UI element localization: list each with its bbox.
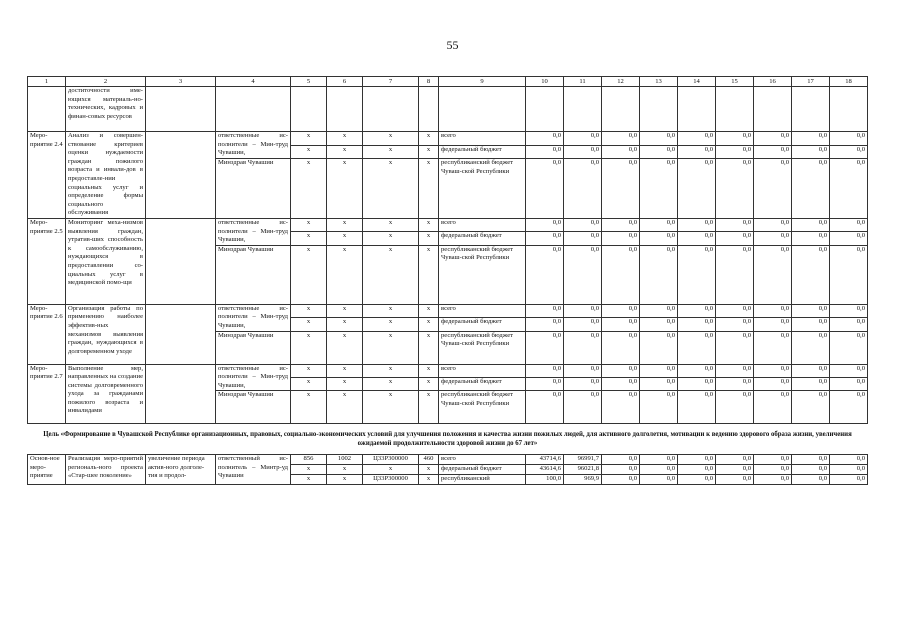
funding-value: 0,0 xyxy=(754,318,792,331)
funding-source: федеральный бюджет xyxy=(439,465,526,475)
code-placeholder: x xyxy=(291,304,327,317)
funding-value: 0,0 xyxy=(792,304,830,317)
funding-value: 0,0 xyxy=(602,304,640,317)
funding-value: 0,0 xyxy=(526,364,564,377)
funding-value: 0,0 xyxy=(716,318,754,331)
funding-value: 0,0 xyxy=(754,475,792,485)
responsible-executors: ответственные ис-полнители – Мин-труд Чувашии, xyxy=(216,364,291,391)
funding-value: 0,0 xyxy=(640,455,678,465)
funding-value: 0,0 xyxy=(716,132,754,146)
funding-value: 43714,6 xyxy=(526,455,564,465)
event-label: Меро-приятие 2.5 xyxy=(28,218,66,304)
funding-value: 0,0 xyxy=(602,132,640,146)
funding-value: 0,0 xyxy=(716,232,754,245)
funding-value: 0,0 xyxy=(716,145,754,159)
responsible-executors: ответственные ис-полнители – Мин-труд Чувашии, xyxy=(216,132,291,159)
funding-value: 0,0 xyxy=(640,304,678,317)
funding-value: 0,0 xyxy=(792,145,830,159)
funding-value: 0,0 xyxy=(678,159,716,219)
funding-value: 0,0 xyxy=(564,391,602,424)
empty-cell xyxy=(146,218,216,304)
funding-value: 0,0 xyxy=(564,245,602,304)
code-placeholder: x xyxy=(419,331,439,364)
funding-value: 0,0 xyxy=(830,304,868,317)
funding-value: 0,0 xyxy=(564,232,602,245)
responsible-executors: Минздрав Чувашии xyxy=(216,331,291,364)
funding-value: 0,0 xyxy=(678,475,716,485)
code-cell: 1002 xyxy=(327,455,363,465)
funding-source: всего xyxy=(439,218,526,231)
funding-value: 0,0 xyxy=(792,475,830,485)
funding-value: 0,0 xyxy=(754,364,792,377)
funding-value: 0,0 xyxy=(830,232,868,245)
code-cell: x xyxy=(363,465,419,475)
code-placeholder: x xyxy=(327,304,363,317)
funding-value: 0,0 xyxy=(526,245,564,304)
code-cell: x xyxy=(419,475,439,485)
code-cell: x xyxy=(291,465,327,475)
funding-value: 0,0 xyxy=(830,364,868,377)
funding-source: федеральный бюджет xyxy=(439,145,526,159)
code-placeholder: x xyxy=(363,145,419,159)
code-placeholder: x xyxy=(291,331,327,364)
code-placeholder: x xyxy=(327,377,363,390)
funding-value: 0,0 xyxy=(830,391,868,424)
column-number: 1 xyxy=(28,77,66,87)
continuation-row xyxy=(28,87,868,132)
funding-value: 0,0 xyxy=(830,318,868,331)
responsible-executor: ответственный ис-полнитель – Минтр-уд Чувашии xyxy=(216,455,291,485)
column-number: 10 xyxy=(526,77,564,87)
code-cell: 856 xyxy=(291,455,327,465)
funding-value: 0,0 xyxy=(526,132,564,146)
funding-value: 0,0 xyxy=(716,364,754,377)
funding-value: 0,0 xyxy=(754,232,792,245)
funding-value: 0,0 xyxy=(602,364,640,377)
code-placeholder: x xyxy=(291,391,327,424)
funding-value: 0,0 xyxy=(526,377,564,390)
funding-value: 0,0 xyxy=(716,377,754,390)
funding-source: всего xyxy=(439,304,526,317)
code-placeholder: x xyxy=(419,364,439,377)
column-number: 8 xyxy=(419,77,439,87)
code-placeholder: x xyxy=(419,132,439,146)
funding-value: 0,0 xyxy=(526,391,564,424)
funding-value: 0,0 xyxy=(792,364,830,377)
code-placeholder: x xyxy=(419,245,439,304)
funding-source: республиканский бюджет Чуваш-ской Республики xyxy=(439,331,526,364)
funding-value: 0,0 xyxy=(830,465,868,475)
funding-value: 100,0 xyxy=(526,475,564,485)
empty-cell xyxy=(146,304,216,364)
funding-value: 0,0 xyxy=(602,391,640,424)
code-cell: x xyxy=(291,475,327,485)
funding-value: 43614,6 xyxy=(526,465,564,475)
responsible-executors: Минздрав Чувашии xyxy=(216,159,291,219)
code-placeholder: x xyxy=(327,245,363,304)
funding-value: 0,0 xyxy=(640,465,678,475)
code-cell: x xyxy=(419,465,439,475)
funding-value: 0,0 xyxy=(754,145,792,159)
funding-value: 0,0 xyxy=(678,318,716,331)
funding-value: 0,0 xyxy=(792,245,830,304)
funding-value: 0,0 xyxy=(678,364,716,377)
funding-value: 0,0 xyxy=(792,318,830,331)
funding-value: 0,0 xyxy=(754,331,792,364)
column-number: 7 xyxy=(363,77,419,87)
funding-value: 0,0 xyxy=(640,364,678,377)
funding-value: 0,0 xyxy=(792,377,830,390)
code-placeholder: x xyxy=(363,232,419,245)
column-number: 6 xyxy=(327,77,363,87)
funding-value: 0,0 xyxy=(564,318,602,331)
funding-value: 0,0 xyxy=(754,465,792,475)
funding-value: 0,0 xyxy=(640,159,678,219)
funding-value: 96021,8 xyxy=(564,465,602,475)
funding-value: 0,0 xyxy=(564,377,602,390)
funding-source: всего xyxy=(439,364,526,377)
responsible-executors: Минздрав Чувашии xyxy=(216,245,291,304)
funding-value: 0,0 xyxy=(564,331,602,364)
funding-value: 0,0 xyxy=(792,132,830,146)
funding-value: 0,0 xyxy=(792,465,830,475)
event-description: Мониторинг меха-низмов выявления граждан, утратив-ших способность к самообслуживанию, нуждающихся в предоставлении со-циальных услуг в медицинской помо-щи xyxy=(66,218,146,304)
funding-value: 0,0 xyxy=(602,245,640,304)
funding-value: 0,0 xyxy=(602,475,640,485)
code-placeholder: x xyxy=(363,159,419,219)
table-row xyxy=(28,132,868,146)
code-placeholder: x xyxy=(291,245,327,304)
funding-source: республиканский xyxy=(439,475,526,485)
code-placeholder: x xyxy=(327,232,363,245)
funding-value: 0,0 xyxy=(640,318,678,331)
column-number: 3 xyxy=(146,77,216,87)
event-label: Меро-приятие 2.4 xyxy=(28,132,66,219)
program-table xyxy=(27,76,868,485)
funding-value: 0,0 xyxy=(640,232,678,245)
funding-value: 0,0 xyxy=(678,304,716,317)
column-number: 4 xyxy=(216,77,291,87)
code-placeholder: x xyxy=(419,218,439,231)
main-event-description: Реализация меро-приятий региональ-ного проекта «Стар-шее поколение» xyxy=(66,455,146,485)
code-cell: Ц33Р300000 xyxy=(363,475,419,485)
funding-value: 0,0 xyxy=(602,377,640,390)
funding-value: 0,0 xyxy=(830,245,868,304)
event-description: Выполнение мер, направленных на создание системы долговременного ухода за гражданами пожилого возраста и инвалидами xyxy=(66,364,146,424)
code-cell: x xyxy=(327,475,363,485)
code-placeholder: x xyxy=(419,145,439,159)
funding-value: 0,0 xyxy=(526,145,564,159)
code-cell: Ц33Р300000 xyxy=(363,455,419,465)
funding-value: 0,0 xyxy=(754,455,792,465)
funding-value: 0,0 xyxy=(640,245,678,304)
funding-value: 0,0 xyxy=(830,377,868,390)
funding-value: 0,0 xyxy=(716,245,754,304)
funding-source: федеральный бюджет xyxy=(439,232,526,245)
funding-source: республиканский бюджет Чуваш-ской Республики xyxy=(439,159,526,219)
funding-value: 0,0 xyxy=(564,159,602,219)
column-number: 5 xyxy=(291,77,327,87)
funding-value: 0,0 xyxy=(830,159,868,219)
code-cell: x xyxy=(327,465,363,475)
code-placeholder: x xyxy=(419,159,439,219)
funding-value: 0,0 xyxy=(830,218,868,231)
funding-source: федеральный бюджет xyxy=(439,377,526,390)
funding-value: 0,0 xyxy=(602,232,640,245)
funding-value: 0,0 xyxy=(716,475,754,485)
funding-source: республиканский бюджет Чуваш-ской Республики xyxy=(439,245,526,304)
funding-value: 0,0 xyxy=(640,145,678,159)
code-placeholder: x xyxy=(363,318,419,331)
event-label: Меро-приятие 2.7 xyxy=(28,364,66,424)
funding-value: 0,0 xyxy=(716,304,754,317)
funding-source: федеральный бюджет xyxy=(439,318,526,331)
code-placeholder: x xyxy=(291,218,327,231)
code-placeholder: x xyxy=(291,318,327,331)
column-number: 17 xyxy=(792,77,830,87)
code-placeholder: x xyxy=(327,132,363,146)
funding-value: 0,0 xyxy=(526,159,564,219)
table-row xyxy=(28,304,868,317)
funding-value: 0,0 xyxy=(754,132,792,146)
code-placeholder: x xyxy=(363,377,419,390)
funding-value: 0,0 xyxy=(602,159,640,219)
funding-value: 0,0 xyxy=(526,232,564,245)
code-placeholder: x xyxy=(327,159,363,219)
funding-value: 0,0 xyxy=(792,159,830,219)
code-placeholder: x xyxy=(327,145,363,159)
funding-value: 0,0 xyxy=(602,218,640,231)
funding-value: 0,0 xyxy=(830,475,868,485)
funding-value: 0,0 xyxy=(678,145,716,159)
funding-value: 0,0 xyxy=(526,218,564,231)
funding-value: 0,0 xyxy=(754,304,792,317)
funding-value: 0,0 xyxy=(792,232,830,245)
code-placeholder: x xyxy=(363,245,419,304)
funding-value: 0,0 xyxy=(754,245,792,304)
responsible-executors: Минздрав Чувашии xyxy=(216,391,291,424)
funding-source: республиканский бюджет Чуваш-ской Республики xyxy=(439,391,526,424)
funding-value: 0,0 xyxy=(792,331,830,364)
continuation-text: доститочности име-ющихся материаль-но-технических, кадровых и финан-совых ресурсов xyxy=(66,87,146,132)
event-label: Меро-приятие 2.6 xyxy=(28,304,66,364)
funding-value: 0,0 xyxy=(754,391,792,424)
main-event-label: Основ-ное меро-приятие xyxy=(28,455,66,485)
code-placeholder: x xyxy=(291,364,327,377)
funding-value: 0,0 xyxy=(716,331,754,364)
funding-value: 0,0 xyxy=(564,132,602,146)
event-description: Организация работы по применению наиболее эффектив-ных механизмов выявления граждан, нуждающихся в долговременном уходе xyxy=(66,304,146,364)
funding-value: 0,0 xyxy=(830,455,868,465)
code-placeholder: x xyxy=(291,145,327,159)
table-row xyxy=(28,364,868,377)
funding-value: 96991,7 xyxy=(564,455,602,465)
funding-value: 0,0 xyxy=(716,455,754,465)
funding-value: 0,0 xyxy=(678,132,716,146)
funding-value: 0,0 xyxy=(640,475,678,485)
funding-value: 0,0 xyxy=(526,304,564,317)
funding-value: 0,0 xyxy=(754,218,792,231)
table-row xyxy=(28,218,868,231)
code-placeholder: x xyxy=(363,132,419,146)
funding-value: 0,0 xyxy=(678,465,716,475)
funding-value: 0,0 xyxy=(716,465,754,475)
table-row xyxy=(28,455,868,465)
column-number: 14 xyxy=(678,77,716,87)
funding-value: 0,0 xyxy=(830,132,868,146)
column-number: 16 xyxy=(754,77,792,87)
funding-source: всего xyxy=(439,132,526,146)
goal-row xyxy=(28,424,868,455)
column-number: 2 xyxy=(66,77,146,87)
funding-value: 0,0 xyxy=(754,159,792,219)
code-placeholder: x xyxy=(291,132,327,146)
funding-value: 0,0 xyxy=(602,455,640,465)
funding-value: 0,0 xyxy=(602,465,640,475)
funding-value: 0,0 xyxy=(678,232,716,245)
funding-value: 0,0 xyxy=(640,331,678,364)
funding-value: 0,0 xyxy=(754,377,792,390)
funding-value: 0,0 xyxy=(640,218,678,231)
code-placeholder: x xyxy=(419,318,439,331)
code-placeholder: x xyxy=(327,218,363,231)
code-placeholder: x xyxy=(419,391,439,424)
code-placeholder: x xyxy=(327,318,363,331)
empty-cell xyxy=(146,132,216,219)
funding-value: 0,0 xyxy=(830,331,868,364)
code-placeholder: x xyxy=(419,377,439,390)
code-placeholder: x xyxy=(419,304,439,317)
funding-value: 0,0 xyxy=(678,218,716,231)
event-description: Анализ и совершен-ствование критериев оценки нуждаемости граждан пожилого возраста и инвали-дов в предоставле-нии социальных услуг и определение формы социального обслуживания xyxy=(66,132,146,219)
funding-value: 0,0 xyxy=(526,331,564,364)
funding-value: 0,0 xyxy=(564,145,602,159)
funding-value: 0,0 xyxy=(678,391,716,424)
code-placeholder: x xyxy=(363,218,419,231)
column-number: 13 xyxy=(640,77,678,87)
funding-value: 0,0 xyxy=(792,218,830,231)
funding-value: 0,0 xyxy=(716,218,754,231)
funding-value: 0,0 xyxy=(678,455,716,465)
funding-value: 969,9 xyxy=(564,475,602,485)
empty-cell xyxy=(146,364,216,424)
funding-value: 0,0 xyxy=(602,318,640,331)
code-placeholder: x xyxy=(291,159,327,219)
funding-value: 0,0 xyxy=(564,364,602,377)
funding-value: 0,0 xyxy=(526,318,564,331)
funding-source: всего xyxy=(439,455,526,465)
code-placeholder: x xyxy=(327,391,363,424)
column-number: 18 xyxy=(830,77,868,87)
funding-value: 0,0 xyxy=(640,391,678,424)
funding-value: 0,0 xyxy=(678,245,716,304)
code-placeholder: x xyxy=(363,391,419,424)
code-placeholder: x xyxy=(363,364,419,377)
code-placeholder: x xyxy=(419,232,439,245)
funding-value: 0,0 xyxy=(830,145,868,159)
funding-value: 0,0 xyxy=(564,304,602,317)
responsible-executors: ответственные ис-полнители – Мин-труд Чувашии, xyxy=(216,218,291,245)
page-number: 55 xyxy=(446,38,459,52)
column-number: 15 xyxy=(716,77,754,87)
code-placeholder: x xyxy=(327,331,363,364)
funding-value: 0,0 xyxy=(640,132,678,146)
funding-value: 0,0 xyxy=(792,391,830,424)
funding-value: 0,0 xyxy=(640,377,678,390)
code-placeholder: x xyxy=(291,232,327,245)
funding-value: 0,0 xyxy=(602,145,640,159)
responsible-executors: ответственные ис-полнители – Мин-труд Чувашии, xyxy=(216,304,291,331)
main-event-goal-indicator: увеличение периода актив-ного долголе-тия и продол- xyxy=(146,455,216,485)
column-number-row xyxy=(28,77,868,87)
goal-text: Цель «Формирование в Чувашской Республике организационных, правовых, социально-экономических условий для улучшения положения и качества жизни пожилых людей, для активного долголетия, мотивации к ведению здорового образа жизни, увеличения ожидаемой продолжительности здоровой жизни до 67 лет» xyxy=(28,424,868,455)
funding-value: 0,0 xyxy=(716,391,754,424)
funding-value: 0,0 xyxy=(792,455,830,465)
code-placeholder: x xyxy=(363,304,419,317)
code-placeholder: x xyxy=(291,377,327,390)
column-number: 11 xyxy=(564,77,602,87)
funding-value: 0,0 xyxy=(564,218,602,231)
code-cell: 460 xyxy=(419,455,439,465)
funding-value: 0,0 xyxy=(602,331,640,364)
code-placeholder: x xyxy=(363,331,419,364)
column-number: 12 xyxy=(602,77,640,87)
funding-value: 0,0 xyxy=(678,331,716,364)
funding-value: 0,0 xyxy=(716,159,754,219)
funding-value: 0,0 xyxy=(678,377,716,390)
column-number: 9 xyxy=(439,77,526,87)
code-placeholder: x xyxy=(327,364,363,377)
